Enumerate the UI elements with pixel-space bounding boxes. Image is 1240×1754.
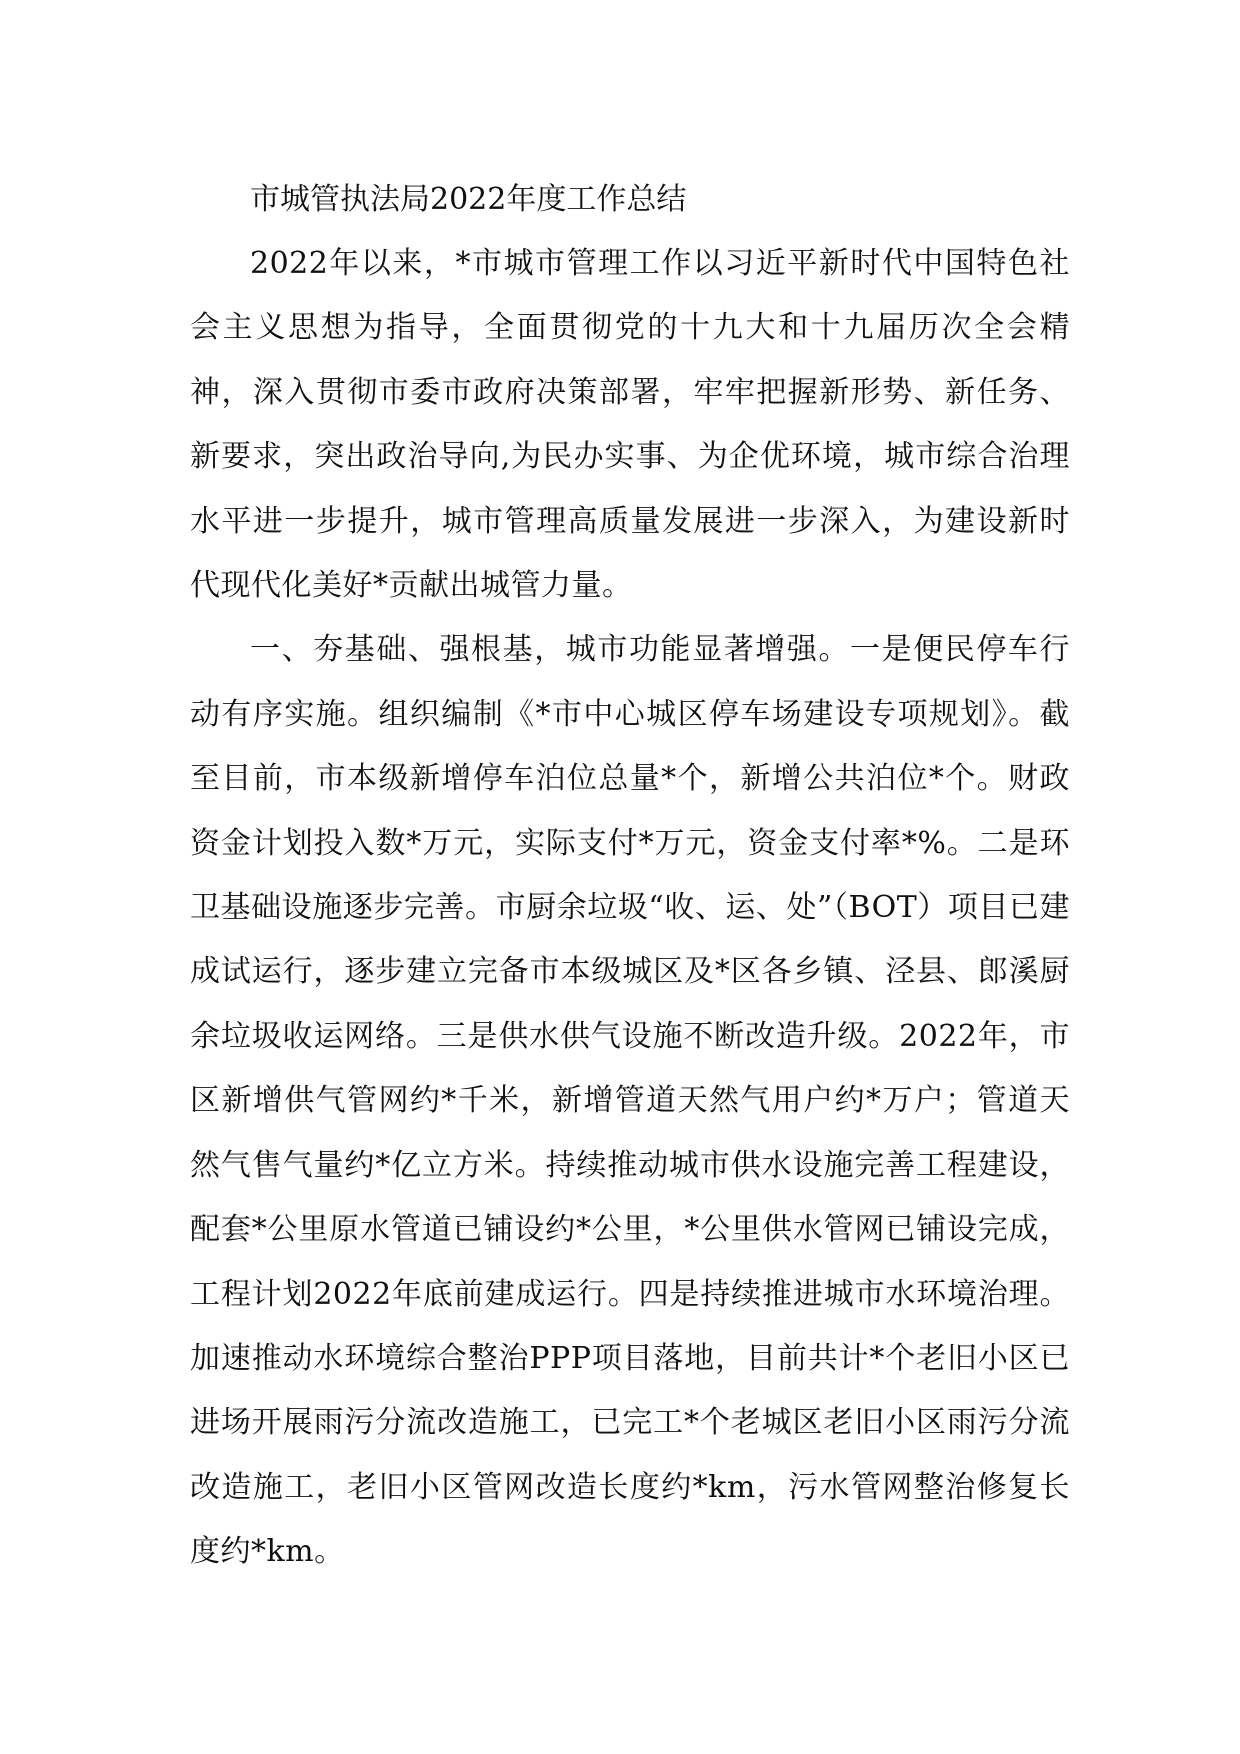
section-one-paragraph: 一、夯基础、强根基，城市功能显著增强。一是便民停车行动有序实施。组织编制《*市中心城区停车场建设专项规划》。截至目前，市本级新增停车泊位总量*个，新增公共泊位*个。财政资金计划投入数*万元，实际支付*万元，资金支付率*%。二是环卫基础设施逐步完善。市厨余垃圾“收、运、处”（BOT）项目已建成试运行，逐步建立完备市本级城区及*区各乡镇、泾县、郎溪厨余垃圾收运网络。三是供水供气设施不断改造升级。2022年，市区新增供气管网约*千米，新增管道天然气用户约*万户；管道天然气售气量约*亿立方米。持续推动城市供水设施完善工程建设，配套*公里原水管道已铺设约*公里，*公里供水管网已铺设完成，工程计划2022年底前建成运行。四是持续推进城市水环境治理。加速推动水环境综合整治PPP项目落地，目前共计*个老旧小区已进场开展雨污分流改造施工，已完工*个老城区老旧小区雨污分流改造施工，老旧小区管网改造长度约*km，污水管网整治修复长度约*km。 (190, 632, 1070, 1570)
document-title: 市城管执法局2022年度工作总结 (250, 182, 687, 217)
document-body (190, 168, 1070, 1585)
intro-paragraph: 2022年以来，*市城市管理工作以习近平新时代中国特色社会主义思想为指导，全面贯彻党的十九大和十九届历次全会精神，深入贯彻市委市政府决策部署，牢牢把握新形势、新任务、新要求，突出政治导向,为民办实事、为企优环境，城市综合治理水平进一步提升，城市管理高质量发展进一步深入，为建设新时代现代化美好*贡献出城管力量。 (190, 246, 1070, 604)
